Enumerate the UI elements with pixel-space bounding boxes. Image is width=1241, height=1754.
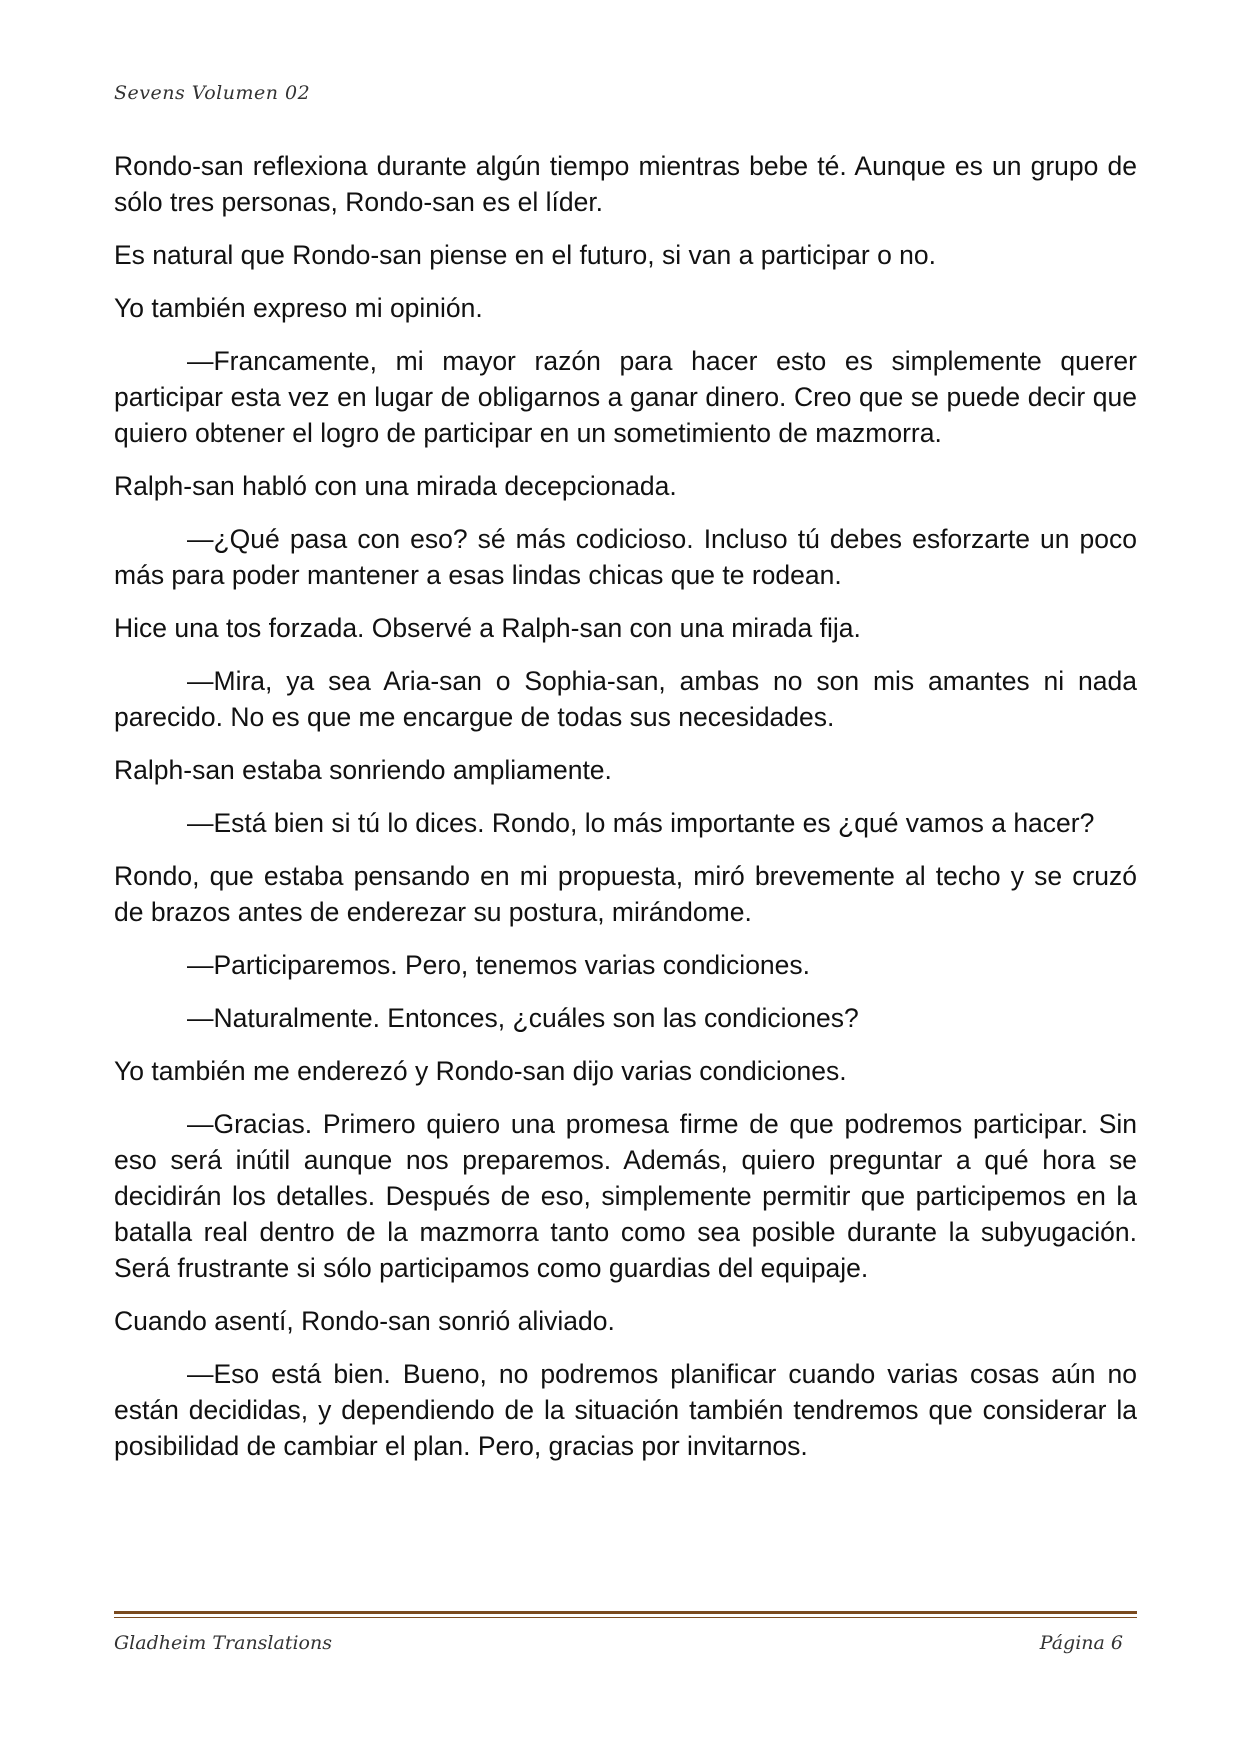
dialogue-paragraph: —Está bien si tú lo dices. Rondo, lo más importante es ¿qué vamos a hacer? xyxy=(187,808,1095,838)
running-header: Sevens Volumen 02 xyxy=(114,82,311,104)
dialogue-paragraph: —Francamente, mi mayor razón para hacer esto es simplemente querer participar esta vez en lugar de obligarnos a ganar dinero. Creo que se puede decir que quiero obtener el logro de participar en un sometimiento de mazmorra. xyxy=(114,346,1137,448)
paragraph: Ralph-san estaba sonriendo ampliamente. xyxy=(114,755,612,785)
dialogue-paragraph: —Participaremos. Pero, tenemos varias condiciones. xyxy=(187,950,811,980)
dialogue-paragraph: —¿Qué pasa con eso? sé más codicioso. Incluso tú debes esforzarte un poco más para poder mantener a esas lindas chicas que te rodean. xyxy=(114,524,1137,590)
dialogue-paragraph: —Naturalmente. Entonces, ¿cuáles son las condiciones? xyxy=(187,1003,859,1033)
page-number: Página 6 xyxy=(1039,1632,1123,1654)
paragraph: Hice una tos forzada. Observé a Ralph-san con una mirada fija. xyxy=(114,613,861,643)
footer-rule-thin xyxy=(114,1617,1137,1618)
paragraph: Ralph-san habló con una mirada decepcionada. xyxy=(114,471,677,501)
paragraph: Yo también me enderezó y Rondo-san dijo varias condiciones. xyxy=(114,1056,847,1086)
paragraph: Cuando asentí, Rondo-san sonrió aliviado. xyxy=(114,1306,615,1336)
footer-rule-thick xyxy=(114,1611,1137,1614)
footer-credit: Gladheim Translations xyxy=(114,1632,332,1654)
dialogue-paragraph: —Eso está bien. Bueno, no podremos planificar cuando varias cosas aún no están decididas, y dependiendo de la situación también tendremos que considerar la posibilidad de cambiar el plan. Pero, gracias por invitarnos. xyxy=(114,1359,1137,1461)
dialogue-paragraph: —Mira, ya sea Aria-san o Sophia-san, ambas no son mis amantes ni nada parecido. No es que me encargue de todas sus necesidades. xyxy=(114,666,1137,732)
paragraph: Rondo-san reflexiona durante algún tiempo mientras bebe té. Aunque es un grupo de sólo tres personas, Rondo-san es el líder. xyxy=(114,151,1137,217)
paragraph: Rondo, que estaba pensando en mi propuesta, miró brevemente al techo y se cruzó de brazos antes de enderezar su postura, mirándome. xyxy=(114,861,1137,927)
dialogue-paragraph: —Gracias. Primero quiero una promesa firme de que podremos participar. Sin eso será inútil aunque nos preparemos. Además, quiero preguntar a qué hora se decidirán los detalles. Después de eso, simplemente permitir que participemos en la batalla real dentro de la mazmorra tanto como sea posible durante la subyugación. Será frustrante si sólo participamos como guardias del equipaje. xyxy=(114,1109,1137,1283)
paragraph: Es natural que Rondo-san piense en el futuro, si van a participar o no. xyxy=(114,240,937,270)
paragraph: Yo también expreso mi opinión. xyxy=(114,293,483,323)
body-text xyxy=(114,148,1137,1481)
